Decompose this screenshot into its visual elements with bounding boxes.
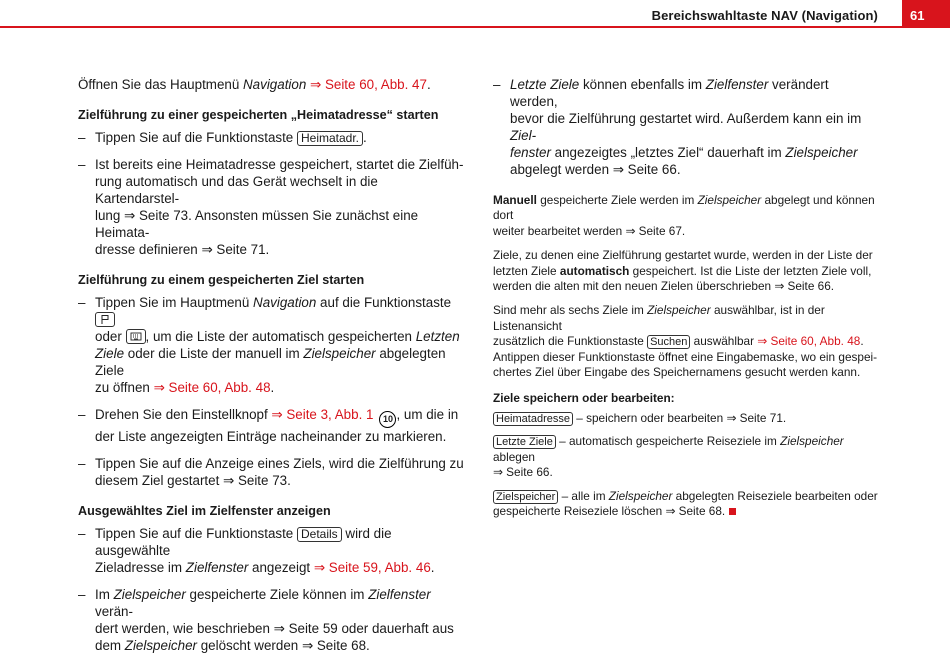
text: Öffnen Sie das Hauptmenü bbox=[78, 77, 244, 92]
text: gespeicherte Ziele können im bbox=[185, 587, 369, 602]
paragraph-automatic bbox=[493, 248, 878, 294]
text: bevor die Zielführung gestartet wird. Außerdem kann ein im bbox=[510, 111, 862, 126]
text: wird die ausgewählte bbox=[95, 526, 392, 558]
dash: – bbox=[78, 526, 86, 541]
dash: – bbox=[78, 407, 86, 422]
header-rule bbox=[0, 26, 950, 28]
entry-destination-memory bbox=[493, 489, 878, 520]
paragraph-search bbox=[493, 303, 878, 380]
text: fenster bbox=[510, 145, 551, 160]
text: abgelegt werden ⇒ Seite 66. bbox=[510, 162, 681, 177]
text: Antippen dieser Funktionstaste öffnet eine Eingabemaske, wo ein gespei- bbox=[493, 349, 878, 364]
list-item bbox=[78, 586, 464, 654]
text: , um die in bbox=[396, 407, 459, 422]
list-item bbox=[78, 129, 464, 146]
text: Ziele bbox=[95, 346, 125, 361]
text: Manuell bbox=[493, 193, 537, 207]
page-reference: ⇒ Seite 60, Abb. 47 bbox=[306, 77, 427, 92]
text: Ziele, zu denen eine Zielführung gestartet wurde, werden in der Liste der bbox=[493, 248, 873, 263]
dash: – bbox=[493, 77, 501, 92]
list-item bbox=[493, 76, 878, 178]
text: Navigation bbox=[243, 77, 307, 92]
heading-home-address: Zielführung zu einer gespeicherten „Heimatadresse“ starten bbox=[78, 108, 439, 122]
text: Drehen Sie den Einstellknopf bbox=[95, 407, 272, 422]
text: Zielspeicher bbox=[303, 346, 376, 361]
text: Zieladresse im bbox=[95, 560, 186, 575]
text: . bbox=[860, 334, 864, 349]
text: angezeigt bbox=[248, 560, 314, 575]
text: abgelegten Reiseziele bearbeiten oder bbox=[672, 488, 878, 503]
list-item bbox=[78, 294, 464, 396]
text: , um die Liste der automatisch gespeicherten bbox=[145, 329, 416, 344]
section-title: Bereichswahltaste NAV (Navigation) bbox=[651, 8, 878, 23]
intro-text bbox=[78, 76, 464, 93]
text: können ebenfalls im bbox=[579, 77, 706, 92]
left-column bbox=[78, 76, 464, 654]
search-key: Suchen bbox=[647, 335, 690, 349]
text: der Liste angezeigten Einträge nacheinander zu markieren. bbox=[95, 429, 447, 444]
text: Letzte Ziele bbox=[510, 77, 580, 92]
text: Zielspeicher bbox=[608, 488, 673, 503]
text: Zielfenster bbox=[185, 560, 249, 575]
page-reference: ⇒ Seite 60, Abb. 48 bbox=[757, 334, 861, 349]
text: – automatisch gespeicherte Reiseziele im bbox=[555, 434, 781, 449]
text: abgelegt und können dort bbox=[493, 193, 875, 223]
text: oder bbox=[95, 329, 126, 344]
list-item bbox=[78, 156, 464, 258]
text: weiter bearbeitet werden ⇒ Seite 67. bbox=[493, 223, 686, 238]
text: gespeicherte Ziele werden im bbox=[536, 193, 698, 207]
paragraph-manual bbox=[493, 193, 878, 239]
text: – speichern oder bearbeiten ⇒ Seite 71. bbox=[572, 410, 787, 425]
text: Ziel- bbox=[510, 128, 537, 143]
text: zusätzlich die Funktionstaste bbox=[493, 334, 648, 349]
text: werden die alten mit den neuen Zielen überschrieben ⇒ Seite 66. bbox=[493, 279, 835, 294]
heading-saved-destination: Zielführung zu einem gespeicherten Ziel starten bbox=[78, 273, 365, 287]
text: Tippen Sie auf die Funktionstaste bbox=[95, 526, 297, 541]
page-reference: ⇒ Seite 60, Abb. 48 bbox=[153, 380, 271, 395]
text: gespeichert. Ist die Liste der letzten Ziele voll, bbox=[629, 263, 872, 278]
text: Zielspeicher bbox=[697, 193, 762, 207]
destination-memory-key: Zielspeicher bbox=[493, 490, 558, 504]
text: Zielfenster bbox=[705, 77, 769, 92]
text: Tippen Sie im Hauptmenü bbox=[95, 295, 254, 310]
text: Zielspeicher bbox=[647, 303, 711, 318]
text: rung automatisch und das Gerät wechselt in die Kartendarstel- bbox=[95, 174, 378, 206]
text: letzten Ziele bbox=[493, 263, 560, 278]
text: angezeigtes „letztes Ziel“ dauerhaft im bbox=[550, 145, 786, 160]
text: verän- bbox=[95, 604, 133, 619]
list-item bbox=[78, 406, 464, 445]
text: Im bbox=[95, 587, 114, 602]
text: zu öffnen bbox=[95, 380, 154, 395]
page-reference: ⇒ Seite 59, Abb. 46 bbox=[313, 560, 431, 575]
text: Ziele speichern oder bearbeiten: bbox=[493, 391, 675, 406]
details-key: Details bbox=[297, 527, 342, 542]
text: oder die Liste der manuell im bbox=[124, 346, 304, 361]
text: Tippen Sie auf die Anzeige eines Ziels, wird die Zielführung zu bbox=[95, 456, 464, 471]
text: verändert werden, bbox=[510, 77, 829, 109]
list-item bbox=[78, 525, 464, 576]
text: gespeicherte Reiseziele löschen ⇒ Seite 68. bbox=[493, 503, 726, 518]
text: lung ⇒ Seite 73. Ansonsten müssen Sie zunächst eine Heimata- bbox=[95, 208, 419, 240]
knob-number-icon: 10 bbox=[379, 411, 396, 428]
text: dert werden, wie beschrieben ⇒ Seite 59 oder dauerhaft aus bbox=[95, 621, 454, 636]
text: . bbox=[270, 380, 275, 395]
text: diesem Ziel gestartet ⇒ Seite 73. bbox=[95, 473, 291, 488]
flag-icon bbox=[95, 312, 115, 327]
text: chertes Ziel über Eingabe des Speichernamens gesucht werden kann. bbox=[493, 365, 861, 380]
home-address-key: Heimatadresse bbox=[493, 412, 573, 426]
list-item bbox=[78, 455, 464, 489]
text: Navigation bbox=[253, 295, 317, 310]
text: Tippen Sie auf die Funktionstaste bbox=[95, 130, 297, 145]
text: abgelegten Ziele bbox=[95, 346, 446, 378]
text: Zielfenster bbox=[368, 587, 431, 602]
last-destinations-key: Letzte Ziele bbox=[493, 435, 556, 449]
text: Zielspeicher bbox=[124, 638, 197, 653]
text: Zielspeicher bbox=[113, 587, 186, 602]
text: ⇒ Seite 66. bbox=[493, 465, 553, 480]
dash: – bbox=[78, 130, 86, 145]
dash: – bbox=[78, 456, 86, 471]
text: auswählbar, ist in der Listenansicht bbox=[493, 303, 825, 333]
text: gelöscht werden ⇒ Seite 68. bbox=[196, 638, 370, 653]
entry-last-destinations bbox=[493, 434, 878, 480]
end-of-section-icon bbox=[729, 508, 736, 515]
right-column bbox=[493, 76, 878, 519]
dash: – bbox=[78, 587, 86, 602]
page-reference: ⇒ Seite 3, Abb. 1 bbox=[271, 407, 374, 422]
dash: – bbox=[78, 295, 86, 310]
text: . bbox=[426, 77, 431, 92]
text: ablegen bbox=[493, 449, 535, 464]
text: Zielspeicher bbox=[780, 434, 844, 449]
heading-save-edit bbox=[493, 391, 878, 406]
text: Zielspeicher bbox=[785, 145, 858, 160]
text: automatisch bbox=[559, 263, 630, 278]
text: . bbox=[430, 560, 435, 575]
text: auf die Funktionstaste bbox=[316, 295, 452, 310]
page-number: 61 bbox=[902, 0, 950, 28]
text: dresse definieren ⇒ Seite 71. bbox=[95, 242, 270, 257]
dash: – bbox=[78, 157, 86, 172]
entry-home-address bbox=[493, 411, 878, 426]
text: – alle im bbox=[558, 488, 609, 503]
text: Ist bereits eine Heimatadresse gespeichert, startet die Zielfüh- bbox=[95, 157, 464, 172]
text: . bbox=[363, 130, 367, 145]
home-address-key: Heimatadr. bbox=[297, 131, 363, 146]
text: Letzten bbox=[415, 329, 460, 344]
text: auswählbar bbox=[690, 334, 758, 349]
text: dem bbox=[95, 638, 125, 653]
keyboard-icon bbox=[126, 329, 146, 344]
heading-destination-window: Ausgewähltes Ziel im Zielfenster anzeigen bbox=[78, 504, 331, 518]
text: Sind mehr als sechs Ziele im bbox=[493, 303, 648, 318]
